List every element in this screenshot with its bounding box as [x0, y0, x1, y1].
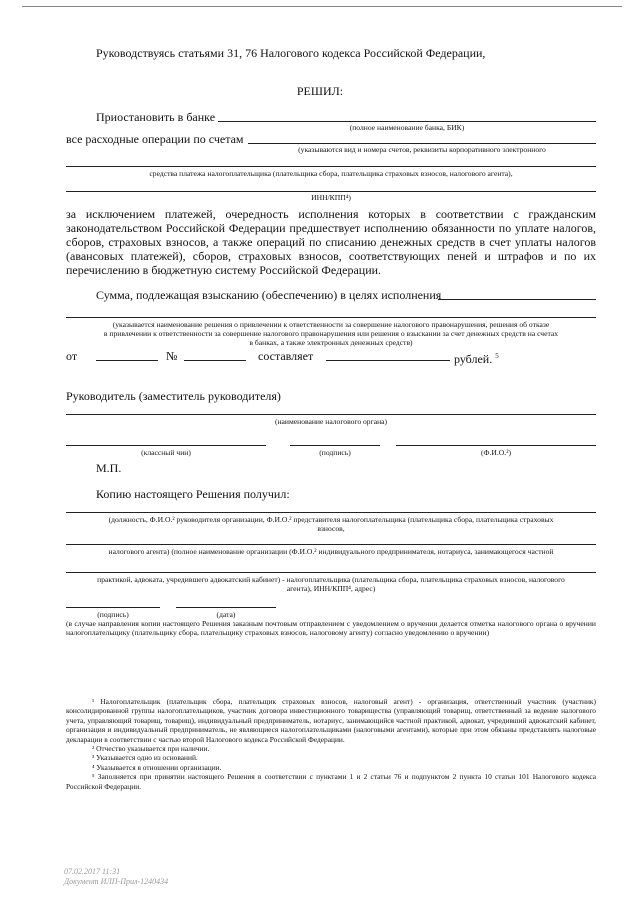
bank-field-line	[218, 121, 596, 122]
bank-caption: (полное наименование банка, БИК)	[349, 123, 465, 132]
footnote-1: ¹ Налогоплательщик (плательщик сбора, плательщик страховых взносов, налоговый агент) - организация, ответственный участник (участник) консолидированной группы налогоплательщиков, участник договора инвестиционного товарищества (управляющий товарищ, ответственный за ведение налогового учета, управляющий товарищ, товарищ), индивидуальный предприниматель, нотариус, занимающийся частной практикой, адвокат, учредивший адвокатский кабинет, организация и индивидуальный предприниматель, не являющиеся налогоплательщиками (налоговыми агентами), которые при этом обязаны представлять налоговые декларации в соответствии с частью второй Налогового кодекса Российской Федерации.	[66, 697, 596, 744]
decision-caption-line: в привлечении к ответственности за совершение налогового правонарушения или решения о взыскании за счет денежных средств на счетах	[103, 329, 559, 338]
footnote-5: ⁵ Заполняется при принятии настоящего Решения в соответствии с пунктами 1 и 2 статьи 76 и подпунктом 2 пункта 10 статьи 101 Налогового кодекса Российской Федерации.	[66, 772, 596, 791]
rubles-footnote-mark: 5	[495, 352, 499, 360]
accounts-caption: (указываются вид и номера счетов, реквизиты корпоративного электронного	[298, 145, 546, 154]
recipient-signature-line	[66, 607, 160, 608]
inn-field-line	[66, 191, 596, 192]
head-label: Руководитель (заместитель руководителя)	[66, 389, 281, 403]
org-field-line	[66, 414, 596, 415]
footnote-4: ⁴ Указывается в отношении организации.	[92, 762, 222, 772]
rubles-text: рублей.	[454, 352, 493, 366]
recipient-line-2	[66, 544, 596, 545]
means-caption: средства платежа налогоплательщика (плательщика сбора, плательщика страховых взносов, налогового агента),	[149, 169, 513, 178]
from-label: от	[66, 349, 78, 363]
decision-caption	[66, 320, 596, 347]
fio-caption: (Ф.И.О.²)	[481, 448, 511, 457]
signature-caption: (подпись)	[319, 448, 351, 457]
footnote-2: ² Отчество указывается при наличии.	[92, 744, 210, 754]
number-label: №	[166, 349, 178, 363]
accounts-field-line	[248, 143, 596, 144]
suspend-label: Приостановить в банке	[96, 110, 216, 124]
recipient-caption-line: (должность, Ф.И.О.² руководителя организации, Ф.И.О.² представителя налогоплательщика (плательщика сбора, плательщика страховых	[108, 515, 554, 524]
inn-caption: ИНН/КПП⁴)	[311, 193, 351, 202]
fio-field-line	[396, 445, 596, 446]
body-line: (авансовых платежей), сборов, страховых взносов, соответствующих пеней и штрафов и по их	[66, 249, 596, 263]
stamp-line: 07.02.2017 11:31	[64, 867, 121, 876]
body-paragraph	[66, 207, 596, 277]
intro-text: Руководствуясь статьями 31, 76 Налогового кодекса Российской Федерации,	[96, 46, 486, 60]
recipient-caption-line: взносов,	[317, 524, 345, 533]
ops-label: все расходные операции по счетам	[66, 132, 244, 146]
recipient-caption-line: практикой, адвоката, учредившего адвокатский кабинет) - налогоплательщика (плательщика сбора, плательщика страховых взносов, налогового	[97, 575, 565, 584]
body-line: за исключением платежей, очередность исполнения которых в соответствии с гражданским	[66, 207, 596, 221]
signature-field-line	[290, 445, 380, 446]
decision-caption-line: в банках, а также электронных денежных средств)	[249, 338, 413, 347]
scan-edge-line	[22, 6, 622, 7]
rank-caption: (классный чин)	[141, 448, 191, 457]
recipient-line-3	[66, 572, 596, 573]
sum-field-line	[438, 299, 596, 300]
amount-label: составляет	[258, 349, 314, 363]
recipient-date-caption: (дата)	[216, 610, 236, 619]
sum-label: Сумма, подлежащая взысканию (обеспечению) в целях исполнения	[96, 288, 442, 302]
amount-field-line	[326, 360, 450, 361]
decision-caption-line: (указывается наименование решения о привлечении к ответственности за совершение налогового правонарушения, решения об отказе	[112, 320, 550, 329]
recipient-caption-2: налогового агента) (полное наименование организации (Ф.И.О.² индивидуального предпринимателя, нотариуса, занимающегося частной	[108, 547, 554, 556]
rubles-label	[454, 349, 499, 366]
body-line: сборов, страховых взносов, а также операций по списанию денежных средств в счет уплаты налогов	[66, 235, 596, 249]
stamp-line: Документ ИЛП-Прил-1240434	[64, 877, 169, 886]
document-stamp	[64, 867, 168, 887]
recipient-caption-line: агента), ИНН/КПП⁴, адрес)	[286, 584, 376, 593]
footnotes	[66, 697, 596, 791]
decided-heading: РЕШИЛ:	[296, 84, 344, 98]
decision-field-line	[66, 317, 596, 318]
number-field-line	[184, 360, 246, 361]
recipient-caption-1	[66, 515, 596, 533]
footnote-3: ³ Указывается одно из оснований.	[92, 753, 198, 763]
body-line: законодательством Российской Федерации предшествует исполнению обязанности по уплате налогов,	[66, 221, 596, 235]
copy-label: Копию настоящего Решения получил:	[96, 487, 290, 501]
recipient-line-1	[66, 512, 596, 513]
body-line: перечислению в бюджетную систему Российской Федерации.	[66, 263, 382, 277]
seal-place: М.П.	[96, 461, 122, 475]
rank-field-line	[66, 445, 266, 446]
date-field-line	[96, 360, 158, 361]
org-caption: (наименование налогового органа)	[274, 417, 388, 426]
recipient-caption-3	[66, 575, 596, 593]
recipient-date-line	[176, 607, 276, 608]
mail-note: (в случае направления копии настоящего Решения заказным почтовым отправлением с уведомлением о вручении делается отметка налогового органа о вручении налогоплательщику (плательщику сбора, плательщику страховых взносов, налоговому агенту) согласно уведомлению о вручении)	[66, 619, 596, 637]
recipient-signature-caption: (подпись)	[97, 610, 129, 619]
means-field-line	[66, 166, 596, 167]
